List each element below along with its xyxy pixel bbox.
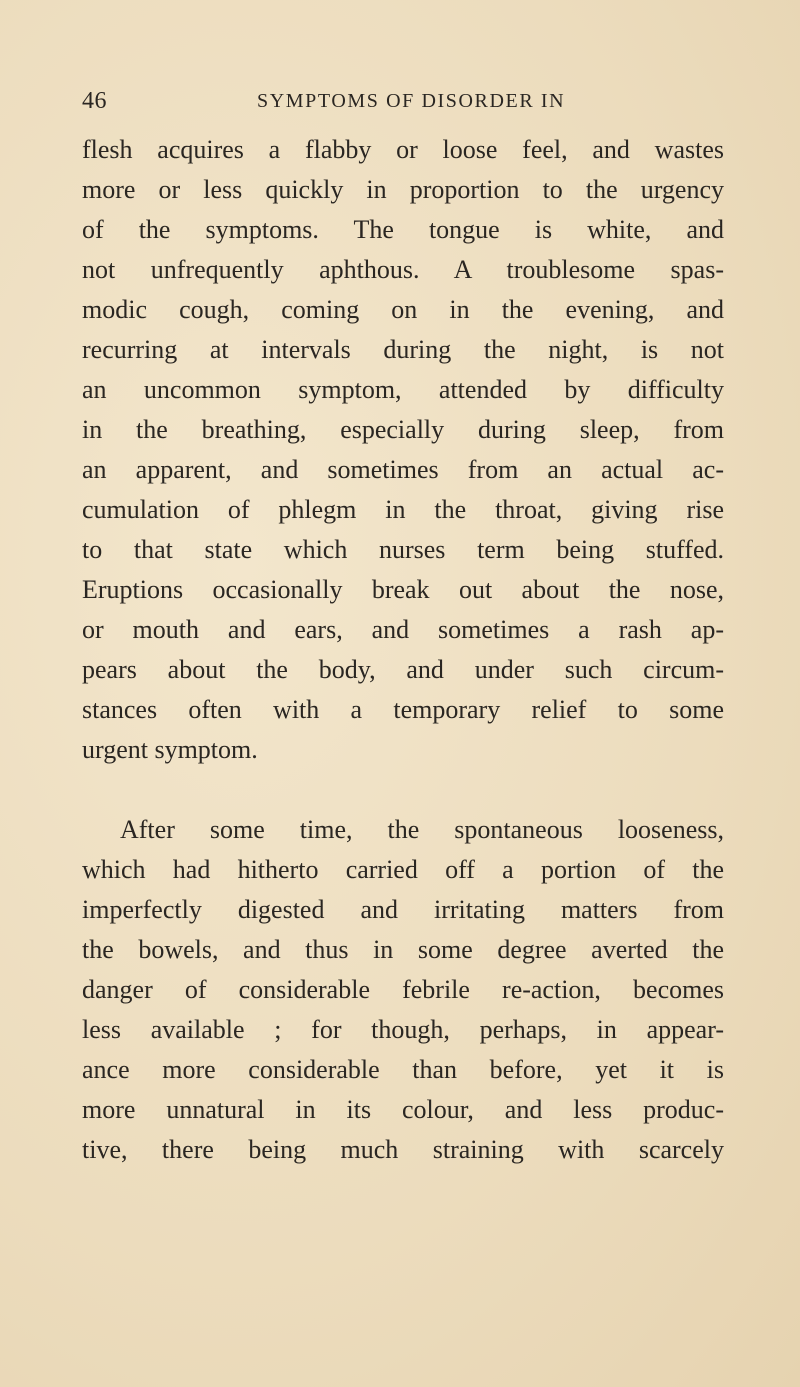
text-line: recurring at intervals during the night, is not <box>82 335 724 364</box>
text-line: ance more considerable than before, yet it is <box>82 1055 724 1084</box>
body-text <box>82 130 724 1170</box>
text-line: an apparent, and sometimes from an actual ac- <box>82 455 724 484</box>
text-line: urgent symptom. <box>82 735 258 764</box>
paragraph-2 <box>82 810 724 1170</box>
text-line: not unfrequently aphthous. A troublesome spas- <box>82 255 724 284</box>
text-line: flesh acquires a flabby or loose feel, and wastes <box>82 135 724 164</box>
text-line: danger of considerable febrile re-action, becomes <box>82 975 724 1004</box>
paragraph-gap <box>82 770 724 810</box>
text-line: or mouth and ears, and sometimes a rash ap- <box>82 615 724 644</box>
text-line: imperfectly digested and irritating matters from <box>82 895 724 924</box>
text-line: Eruptions occasionally break out about the nose, <box>82 575 724 604</box>
text-line: pears about the body, and under such circum- <box>82 655 724 684</box>
text-line: stances often with a temporary relief to some <box>82 695 724 724</box>
page-number: 46 <box>82 88 107 114</box>
text-line: less available ; for though, perhaps, in appear- <box>82 1015 724 1044</box>
text-line: in the breathing, especially during sleep, from <box>82 415 724 444</box>
text-line: to that state which nurses term being stuffed. <box>82 535 724 564</box>
running-head-title: SYMPTOMS OF DISORDER IN <box>257 90 566 112</box>
text-line: cumulation of phlegm in the throat, giving rise <box>82 495 724 524</box>
text-line: tive, there being much straining with scarcely <box>82 1135 724 1164</box>
text-line: more or less quickly in proportion to the urgency <box>82 175 724 204</box>
paragraph-1 <box>82 130 724 770</box>
text-line: modic cough, coming on in the evening, and <box>82 295 724 324</box>
running-head <box>82 88 722 122</box>
text-line: which had hitherto carried off a portion of the <box>82 855 724 884</box>
text-line: After some time, the spontaneous looseness, <box>120 815 724 844</box>
text-line: more unnatural in its colour, and less produc- <box>82 1095 724 1124</box>
text-line: an uncommon symptom, attended by difficulty <box>82 375 724 404</box>
text-line: the bowels, and thus in some degree averted the <box>82 935 724 964</box>
text-line: of the symptoms. The tongue is white, and <box>82 215 724 244</box>
